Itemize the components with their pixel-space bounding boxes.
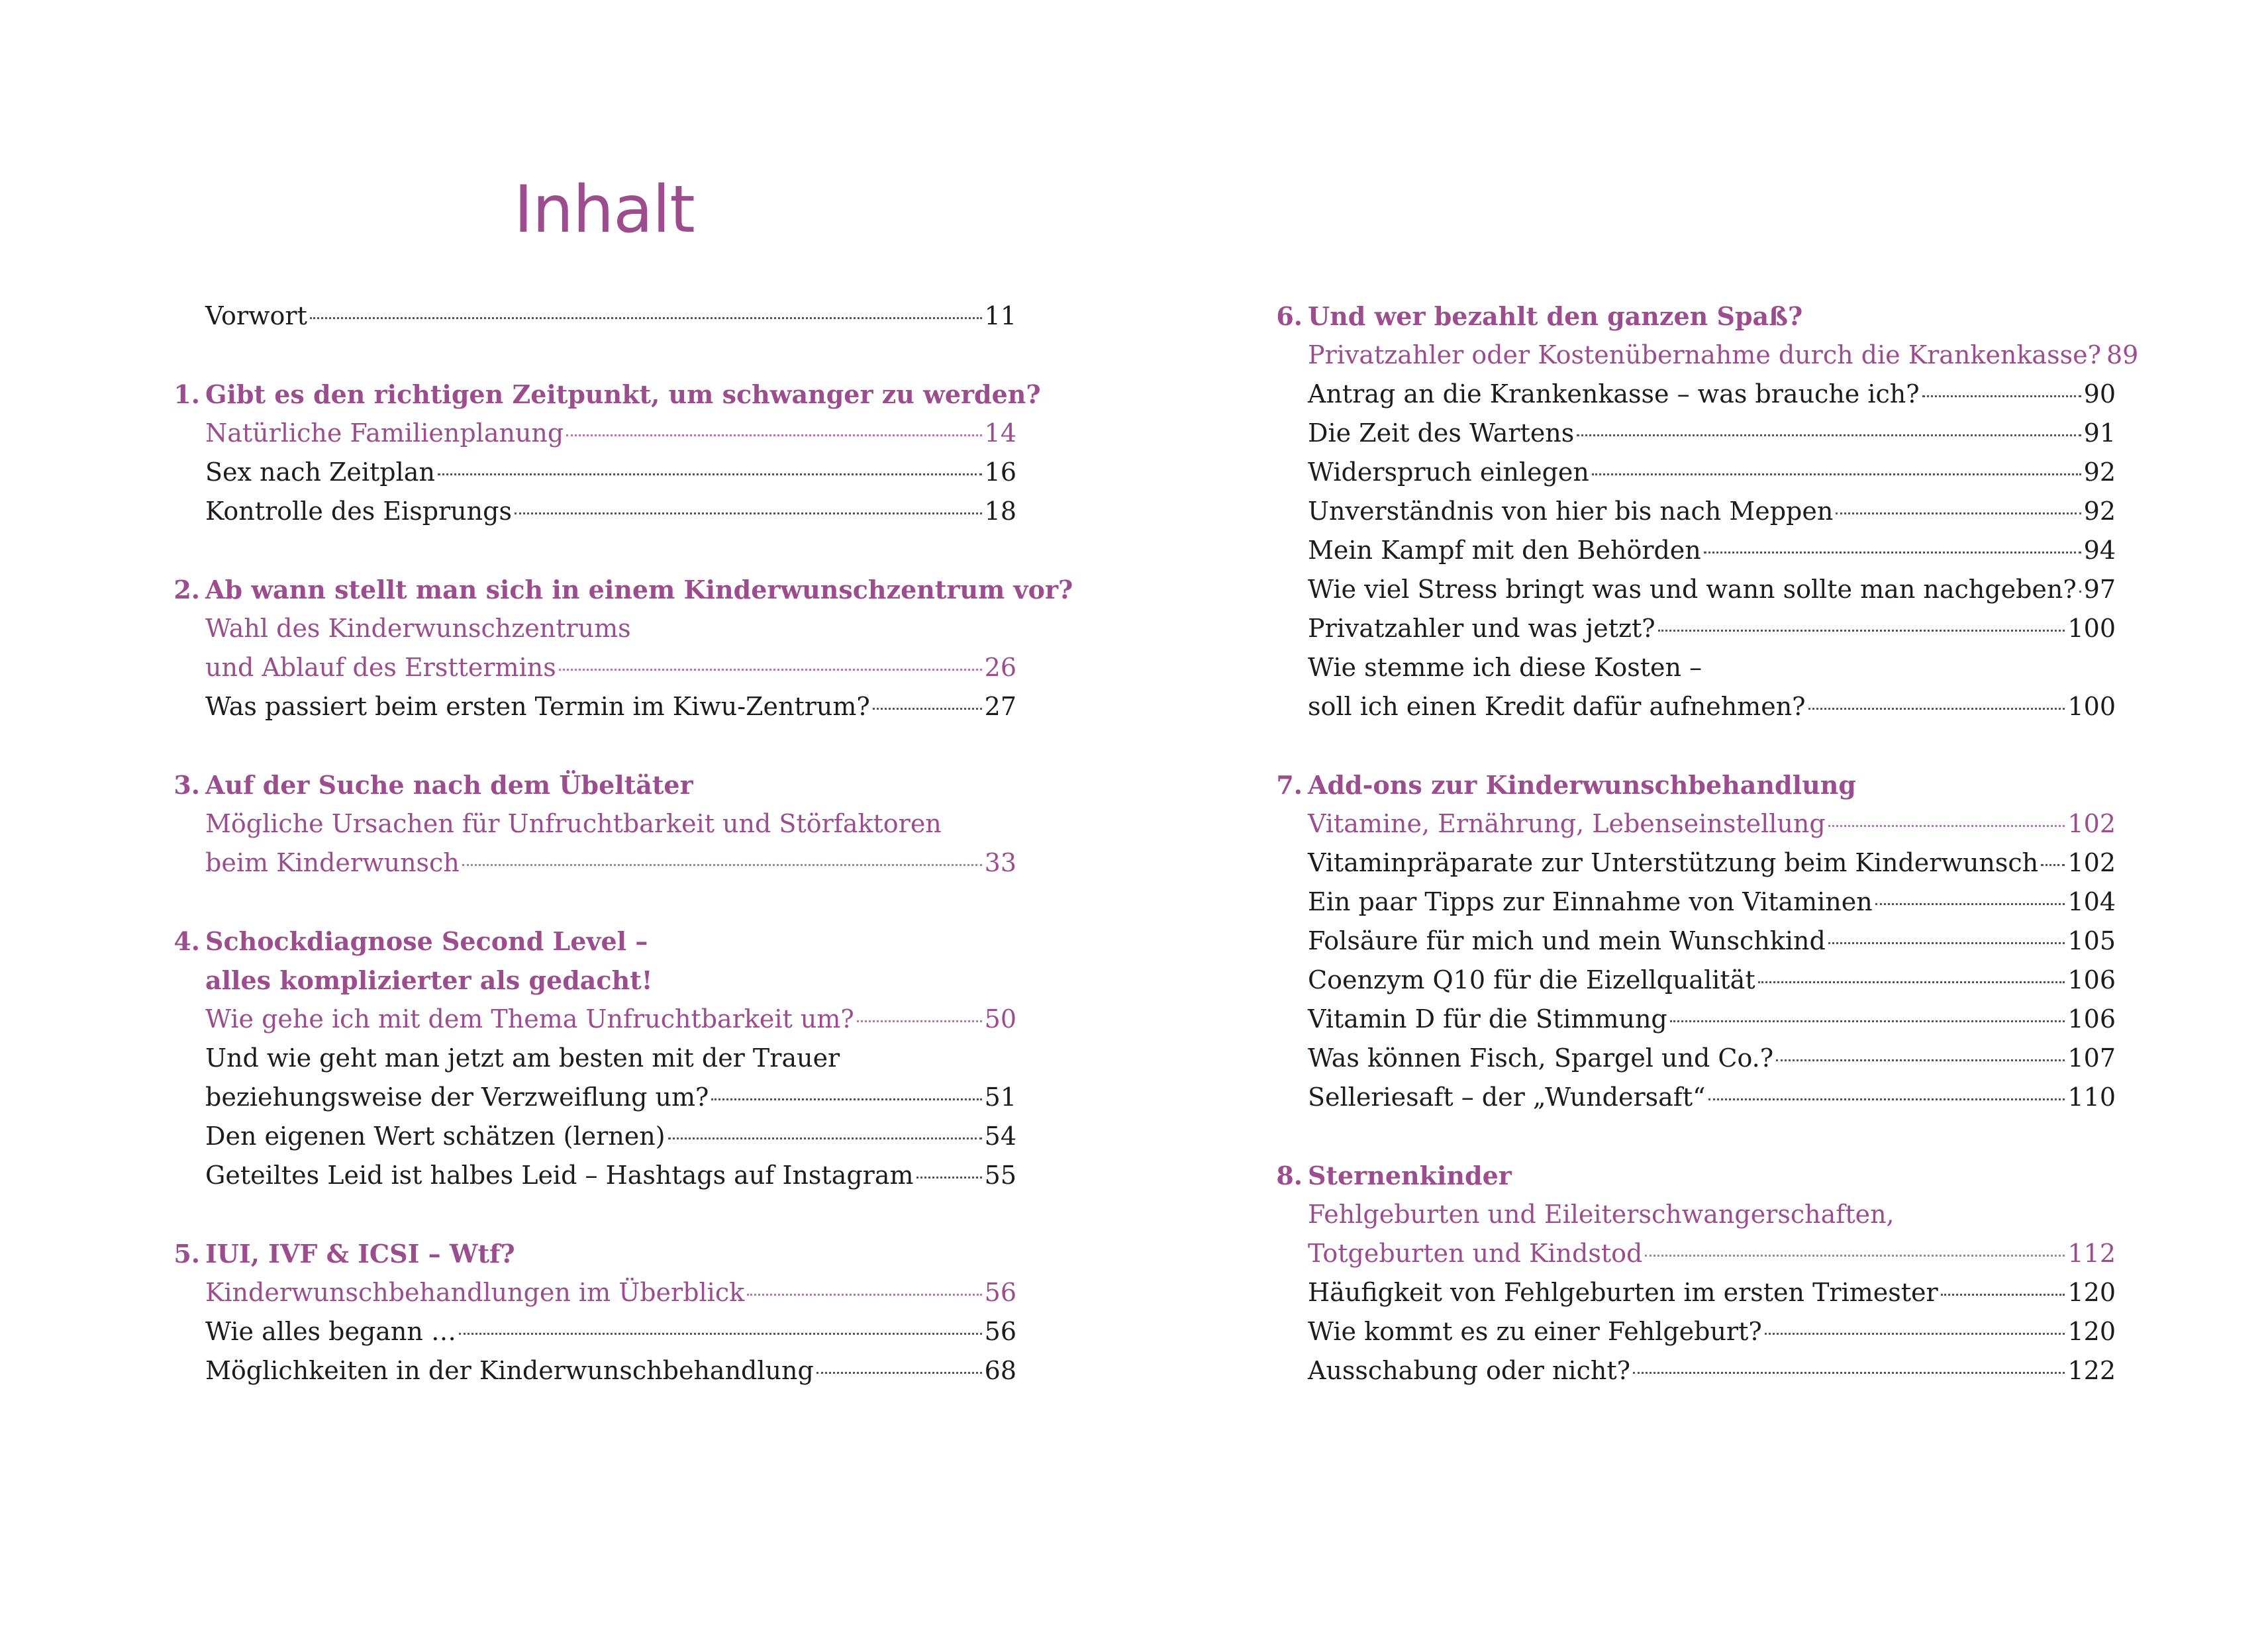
toc-entry[interactable]	[169, 453, 1016, 492]
toc-entry-title: Privatzahler oder Kostenübernahme durch die Krankenkasse?	[1308, 340, 2101, 369]
toc-entry-title: Sternenkinder	[1308, 1161, 1512, 1190]
toc-dot-leader	[459, 1333, 982, 1335]
toc-page-number: 56	[984, 1278, 1016, 1307]
toc-chapter-number: 1.	[173, 379, 200, 409]
toc-chapter-number: 3.	[173, 770, 200, 800]
toc-page-number: 92	[2083, 497, 2116, 526]
toc-dot-leader	[2041, 864, 2065, 866]
toc-entry-title: Fehlgeburten und Eileiterschwangerschaften,	[1308, 1200, 1895, 1229]
toc-page-number: 94	[2083, 536, 2116, 565]
toc-entry[interactable]	[1271, 531, 2116, 570]
toc-entry[interactable]	[1271, 492, 2116, 531]
toc-page-number: 18	[984, 497, 1016, 526]
toc-chapter-heading[interactable]	[169, 922, 1016, 961]
toc-dot-leader	[1708, 1098, 2065, 1100]
toc-entry[interactable]	[169, 414, 1016, 453]
toc-entry[interactable]	[1271, 883, 2116, 922]
toc-entry-title: Folsäure für mich und mein Wunschkind	[1308, 926, 1826, 955]
toc-entry[interactable]	[169, 844, 1016, 883]
toc-entry[interactable]	[169, 1039, 1016, 1078]
toc-entry[interactable]	[1271, 961, 2116, 1000]
toc-entry-title: Coenzym Q10 für die Eizellqualität	[1308, 965, 1755, 994]
toc-entry-title: Kontrolle des Eisprungs	[205, 497, 512, 526]
toc-dot-leader	[515, 512, 982, 514]
toc-dot-leader	[1776, 1059, 2065, 1061]
toc-entry-title: Ein paar Tipps zur Einnahme von Vitaminen	[1308, 887, 1873, 916]
toc-page-number: 105	[2067, 926, 2116, 955]
toc-dot-leader	[857, 1020, 982, 1022]
toc-entry[interactable]	[169, 1078, 1016, 1117]
toc-entry-title: Unverständnis von hier bis nach Meppen	[1308, 497, 1834, 526]
toc-left-column	[169, 297, 1073, 1390]
toc-page-number: 107	[2067, 1043, 2116, 1073]
toc-entry[interactable]	[1271, 1078, 2116, 1117]
toc-entry-title: Vorwort	[205, 301, 307, 330]
toc-entry[interactable]	[169, 687, 1016, 726]
toc-chapter-number: 8.	[1276, 1161, 1303, 1190]
toc-page-number: 97	[2083, 575, 2116, 604]
toc-entry-title: und Ablauf des Ersttermins	[205, 653, 556, 682]
toc-page-number: 100	[2067, 692, 2116, 721]
toc-entry[interactable]	[169, 297, 1016, 336]
toc-page-number: 112	[2067, 1239, 2116, 1268]
toc-page-number: 106	[2067, 965, 2116, 994]
toc-entry[interactable]	[1271, 804, 2116, 844]
toc-entry[interactable]	[1271, 648, 2116, 687]
toc-entry[interactable]	[169, 1273, 1016, 1312]
toc-page-number: 120	[2067, 1278, 2116, 1307]
toc-entry-title: Antrag an die Krankenkasse – was brauche ich?	[1308, 379, 1920, 409]
toc-dot-leader	[1577, 434, 2081, 436]
toc-dot-leader	[1633, 1372, 2065, 1374]
toc-chapter-heading[interactable]	[169, 1234, 1016, 1273]
toc-entry-title: Wie kommt es zu einer Fehlgeburt?	[1308, 1317, 1762, 1346]
toc-entry-title: Geteiltes Leid ist halbes Leid – Hashtags auf Instagram	[205, 1161, 914, 1190]
toc-dot-leader	[916, 1177, 982, 1179]
toc-dot-leader	[747, 1294, 981, 1296]
toc-entry-title: Selleriesaft – der „Wundersaft“	[1308, 1083, 1706, 1112]
toc-dot-leader	[1828, 825, 2065, 827]
toc-dot-leader	[668, 1137, 982, 1139]
toc-entry-title: Wie stemme ich diese Kosten –	[1308, 653, 1702, 682]
toc-entry-title: Mein Kampf mit den Behörden	[1308, 536, 1701, 565]
toc-entry[interactable]	[1271, 1039, 2116, 1078]
toc-dot-leader	[1645, 1255, 2065, 1257]
toc-entry[interactable]	[1271, 1234, 2116, 1273]
toc-entry-title: Den eigenen Wert schätzen (lernen)	[205, 1122, 666, 1151]
toc-entry-title: Wie gehe ich mit dem Thema Unfruchtbarkeit um?	[205, 1004, 854, 1034]
toc-entry[interactable]	[169, 1117, 1016, 1156]
toc-page-number: 120	[2067, 1317, 2116, 1346]
toc-entry-title: Was passiert beim ersten Termin im Kiwu-Zentrum?	[205, 692, 870, 721]
toc-entry[interactable]	[1271, 1000, 2116, 1039]
toc-entry-title: Widerspruch einlegen	[1308, 458, 1589, 487]
toc-entry[interactable]	[1271, 922, 2116, 961]
toc-page-number: 50	[984, 1004, 1016, 1034]
toc-entry[interactable]	[169, 1312, 1016, 1351]
toc-chapter-number: 5.	[173, 1239, 200, 1269]
toc-entry[interactable]	[169, 609, 1016, 648]
toc-entry[interactable]	[1271, 687, 2116, 726]
toc-dot-leader	[1808, 708, 2065, 710]
toc-dot-leader	[1941, 1294, 2065, 1296]
toc-dot-leader	[816, 1372, 982, 1374]
toc-chapter-heading[interactable]	[1271, 297, 2116, 336]
toc-dot-leader	[1828, 942, 2065, 944]
toc-entry-title: Gibt es den richtigen Zeitpunkt, um schwanger zu werden?	[205, 379, 1041, 409]
toc-entry[interactable]	[1271, 844, 2116, 883]
toc-entry[interactable]	[1271, 453, 2116, 492]
toc-chapter-heading[interactable]	[1271, 1156, 2116, 1195]
toc-chapter-heading[interactable]	[169, 570, 1073, 609]
toc-page-number: 92	[2083, 458, 2116, 487]
toc-dot-leader	[711, 1098, 981, 1100]
toc-entry[interactable]	[169, 1156, 1016, 1195]
toc-entry[interactable]	[169, 804, 1016, 844]
toc-spacer	[169, 883, 1016, 922]
toc-entry-title: Und wie geht man jetzt am besten mit der Trauer	[205, 1043, 840, 1073]
toc-dot-leader	[1704, 552, 2081, 554]
toc-page-number: 90	[2083, 379, 2116, 409]
toc-page-number: 100	[2067, 614, 2116, 643]
toc-page-number: 89	[2106, 340, 2139, 369]
toc-entry[interactable]	[1271, 609, 2116, 648]
toc-entry[interactable]	[1271, 1273, 2116, 1312]
toc-entry-title: Möglichkeiten in der Kinderwunschbehandlung	[205, 1356, 814, 1385]
toc-entry-title: Privatzahler und was jetzt?	[1308, 614, 1655, 643]
toc-page-number: 102	[2067, 809, 2116, 838]
toc-entry-title: Add-ons zur Kinderwunschbehandlung	[1308, 770, 1856, 800]
toc-chapter-heading[interactable]	[1271, 765, 2116, 804]
toc-entry-title: Ausschabung oder nicht?	[1308, 1356, 1630, 1385]
toc-dot-leader	[873, 708, 982, 710]
toc-chapter-number: 2.	[173, 575, 200, 604]
toc-entry[interactable]	[169, 492, 1016, 531]
toc-dot-leader	[566, 434, 981, 436]
toc-entry-title: Was können Fisch, Spargel und Co.?	[1308, 1043, 1774, 1073]
toc-spacer	[169, 531, 1016, 570]
toc-page-number: 122	[2067, 1356, 2116, 1385]
toc-entry-title: Und wer bezahlt den ganzen Spaß?	[1308, 301, 1803, 331]
toc-page-number: 55	[984, 1161, 1016, 1190]
toc-page-number: 91	[2083, 418, 2116, 448]
toc-spacer	[169, 1195, 1016, 1234]
toc-entry-title: Auf der Suche nach dem Übeltäter	[205, 770, 693, 800]
toc-dot-leader	[438, 473, 982, 475]
toc-dot-leader	[310, 317, 982, 319]
toc-chapter-heading[interactable]	[169, 765, 1016, 804]
toc-entry-title: Sex nach Zeitplan	[205, 458, 435, 487]
toc-chapter-heading[interactable]	[169, 961, 1016, 1000]
toc-chapter-number: 6.	[1276, 301, 1303, 331]
toc-entry[interactable]	[1271, 414, 2116, 453]
toc-page-number: 51	[984, 1083, 1016, 1112]
toc-entry-title: Schockdiagnose Second Level –	[205, 926, 648, 956]
toc-entry-title: Mögliche Ursachen für Unfruchtbarkeit und Störfaktoren	[205, 809, 942, 838]
toc-dot-leader	[1836, 512, 2081, 514]
toc-page-number: 110	[2067, 1083, 2116, 1112]
toc-page-number: 27	[984, 692, 1016, 721]
toc-dot-leader	[1758, 981, 2065, 983]
toc-entry-title: Natürliche Familienplanung	[205, 418, 564, 448]
toc-entry-title: Wahl des Kinderwunschzentrums	[205, 614, 631, 643]
toc-entry-title: Vitamine, Ernährung, Lebenseinstellung	[1308, 809, 1826, 838]
toc-entry-title: Vitamin D für die Stimmung	[1308, 1004, 1667, 1034]
toc-spacer	[1271, 726, 2116, 765]
toc-page-number: 106	[2067, 1004, 2116, 1034]
toc-dot-leader	[462, 864, 982, 866]
toc-entry[interactable]	[1271, 570, 2116, 609]
toc-entry-title: IUI, IVF & ICSI – Wtf?	[205, 1239, 515, 1269]
toc-page-number: 104	[2067, 887, 2116, 916]
toc-entry-title: Wie viel Stress bringt was und wann sollte man nachgeben?	[1308, 575, 2077, 604]
toc-entry[interactable]	[1271, 1312, 2116, 1351]
toc-entry-title: Die Zeit des Wartens	[1308, 418, 1575, 448]
toc-page-number: 33	[984, 848, 1016, 877]
toc-chapter-number: 7.	[1276, 770, 1303, 800]
toc-entry-title: Vitaminpräparate zur Unterstützung beim Kinderwunsch	[1308, 848, 2039, 877]
toc-page-number: 26	[984, 653, 1016, 682]
toc-dot-leader	[1592, 473, 2081, 475]
toc-chapter-number: 4.	[173, 926, 200, 956]
toc-page-number: 102	[2067, 848, 2116, 877]
page-title: Inhalt	[514, 172, 695, 248]
toc-entry[interactable]	[1271, 1195, 2116, 1234]
toc-page-number: 14	[984, 418, 1016, 448]
toc-entry[interactable]	[1271, 375, 2116, 414]
toc-dot-leader	[1922, 395, 2081, 397]
toc-entry-title: soll ich einen Kredit dafür aufnehmen?	[1308, 692, 1806, 721]
toc-entry[interactable]	[169, 648, 1016, 687]
toc-entry-title: Kinderwunschbehandlungen im Überblick	[205, 1278, 745, 1307]
toc-page-number: 16	[984, 458, 1016, 487]
toc-spacer	[169, 726, 1016, 765]
toc-right-column	[1271, 297, 2139, 1390]
toc-right-entries	[1271, 297, 2139, 1390]
toc-left-entries	[169, 297, 1073, 1390]
toc-entry-title: Häufigkeit von Fehlgeburten im ersten Trimester	[1308, 1278, 1938, 1307]
toc-chapter-heading[interactable]	[169, 375, 1041, 414]
toc-entry-title: Wie alles begann …	[205, 1317, 456, 1346]
toc-dot-leader	[1670, 1020, 2065, 1022]
toc-entry-title: Totgeburten und Kindstod	[1308, 1239, 1643, 1268]
toc-spacer	[1271, 1117, 2116, 1156]
toc-entry-title: beziehungsweise der Verzweiflung um?	[205, 1083, 709, 1112]
toc-entry-title: Ab wann stellt man sich in einem Kinderwunschzentrum vor?	[205, 575, 1073, 604]
toc-page-number: 11	[984, 301, 1016, 330]
toc-dot-leader	[1658, 630, 2065, 632]
toc-dot-leader	[1875, 903, 2065, 905]
toc-entry[interactable]	[1271, 1351, 2116, 1390]
toc-dot-leader	[1765, 1333, 2065, 1335]
toc-entry[interactable]	[1271, 336, 2139, 375]
toc-page-number: 54	[984, 1122, 1016, 1151]
toc-entry-title: beim Kinderwunsch	[205, 848, 460, 877]
toc-entry-title: alles komplizierter als gedacht!	[205, 965, 653, 995]
toc-entry[interactable]	[169, 1351, 1016, 1390]
toc-dot-leader	[2079, 591, 2081, 593]
toc-page-number: 56	[984, 1317, 1016, 1346]
toc-spacer	[169, 336, 1016, 375]
toc-dot-leader	[559, 669, 982, 671]
toc-entry[interactable]	[169, 1000, 1016, 1039]
toc-page-number: 68	[984, 1356, 1016, 1385]
